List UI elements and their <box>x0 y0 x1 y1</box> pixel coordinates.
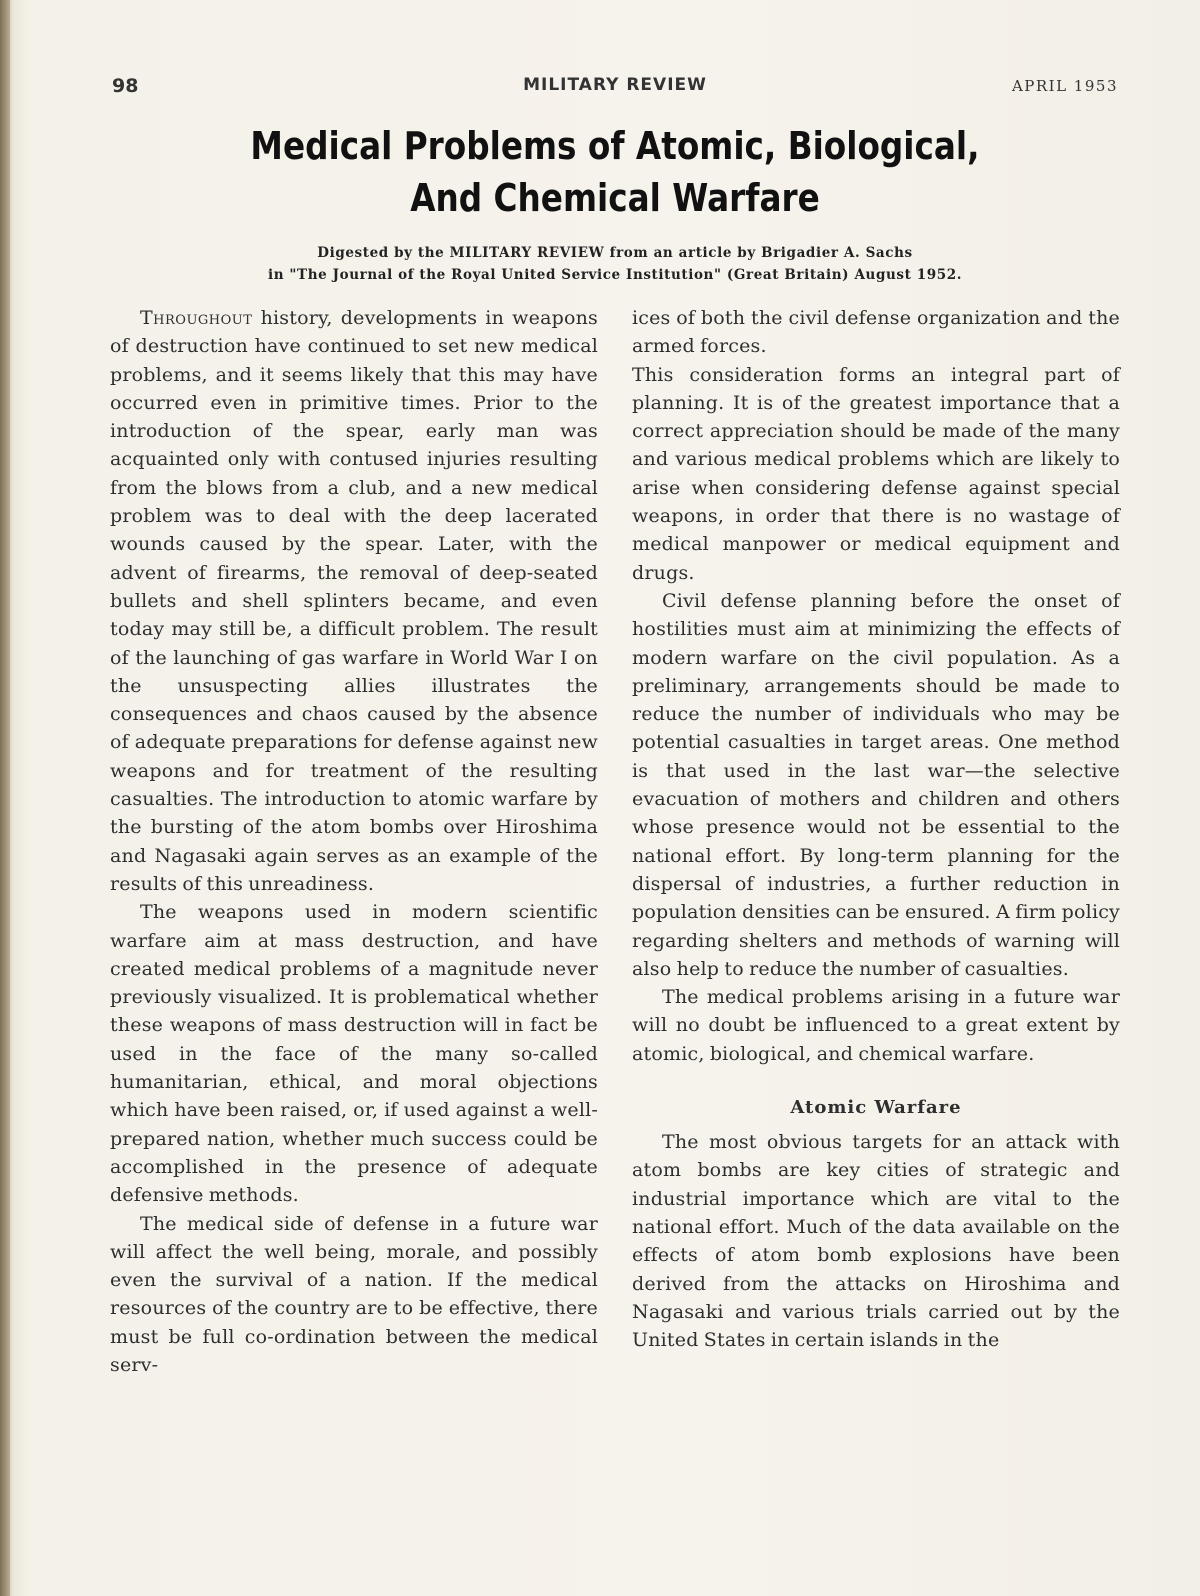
article-byline <box>112 242 1118 286</box>
paragraph: The most obvious targets for an attack with atom bombs are key cities of strategic and industrial importance which are vital to the national effort. Much of the data available on the effects of atom bomb explosions have been derived from the attacks on Hiroshima and Nagasaki and various trials carried out by the United States in certain islands in the <box>632 1131 1120 1352</box>
page-number: 98 <box>112 75 139 97</box>
paragraph-text: history, developments in weapons of destruction have continued to set new medical problems, and it seems likely that this may have occurred even in primitive times. Prior to the introduction of the spear, early man was acquainted only with contused injuries resulting from the blows from a club, and a new medical problem was to deal with the deep lacerated wounds caused by the spear. Later, with the advent of firearms, the removal of deep-seated bullets and shell splinters became, and even today may still be, a difficult problem. The result of the launching of gas warfare in World War I on the unsuspecting allies illustrates the consequences and chaos caused by the absence of adequate preparations for defense against new weapons and for treatment of the resulting casualties. The introduction to atomic warfare by the bursting of the atom bombs over Hiroshima and Nagasaki again serves as an example of the results of this unreadiness. <box>110 307 598 895</box>
paragraph: The medical side of defense in a future war will affect the well being, morale, and possibly even the survival of a nation. If the medical resources of the country are to be effective, there must be full co-ordination between the medical serv- <box>110 1212 598 1376</box>
issue-date: APRIL 1953 <box>1011 77 1118 95</box>
article-title <box>182 120 1047 224</box>
title-line-1: Medical Problems of Atomic, Biological, <box>250 124 980 168</box>
byline-line-2: in "The Journal of the Royal United Service Institution" (Great Britain) August 1952. <box>267 267 963 283</box>
paragraph: This consideration forms an integral part of planning. It is of the greatest importance that a correct appreciation should be made of the many and various medical problems which are likely to arise when considering defense against special weapons, in order that there is no wastage of medical manpower or medical equipment and drugs. <box>632 363 1120 584</box>
paragraph-continued: ices of both the civil defense organization and the armed forces. <box>632 307 1120 358</box>
book-spine-shadow <box>0 0 10 1596</box>
running-header <box>112 75 1118 97</box>
byline-line-1: Digested by the MILITARY REVIEW from an article by Brigadier A. Sachs <box>317 245 913 261</box>
paragraph: The medical problems arising in a future war will no doubt be influenced to a great extent by atomic, biological, and chemical warfare. <box>632 986 1120 1065</box>
paragraph <box>110 304 598 898</box>
lead-word: Throughout <box>140 307 253 329</box>
paragraph: The weapons used in modern scientific warfare aim at mass destruction, and have created medical problems of a magnitude never previously visualized. It is problematical whether these weapons of mass destruction will in fact be used in the face of the many so-called humanitarian, ethical, and moral objections which have been raised, or, if used against a well-prepared nation, whether much success could be accomplished in the presence of adequate defensive methods. <box>110 901 598 1207</box>
paragraph: Civil defense planning before the onset of hostilities must aim at minimizing the effects of modern warfare on the civil population. As a preliminary, arrangements should be made to reduce the number of individuals who may be potential casualties in target areas. One method is that used in the last war—the selective evacuation of mothers and children and others whose presence would not be essential to the national effort. By long-term planning for the dispersal of industries, a further reduction in population densities can be ensured. A firm policy regarding shelters and methods of warning will also help to reduce the number of casualties. <box>632 589 1120 980</box>
journal-name: MILITARY REVIEW <box>523 75 707 95</box>
title-line-2: And Chemical Warfare <box>410 176 820 220</box>
right-column <box>632 304 1120 1354</box>
left-column <box>110 304 598 1379</box>
section-heading: Atomic Warfare <box>790 1097 962 1119</box>
